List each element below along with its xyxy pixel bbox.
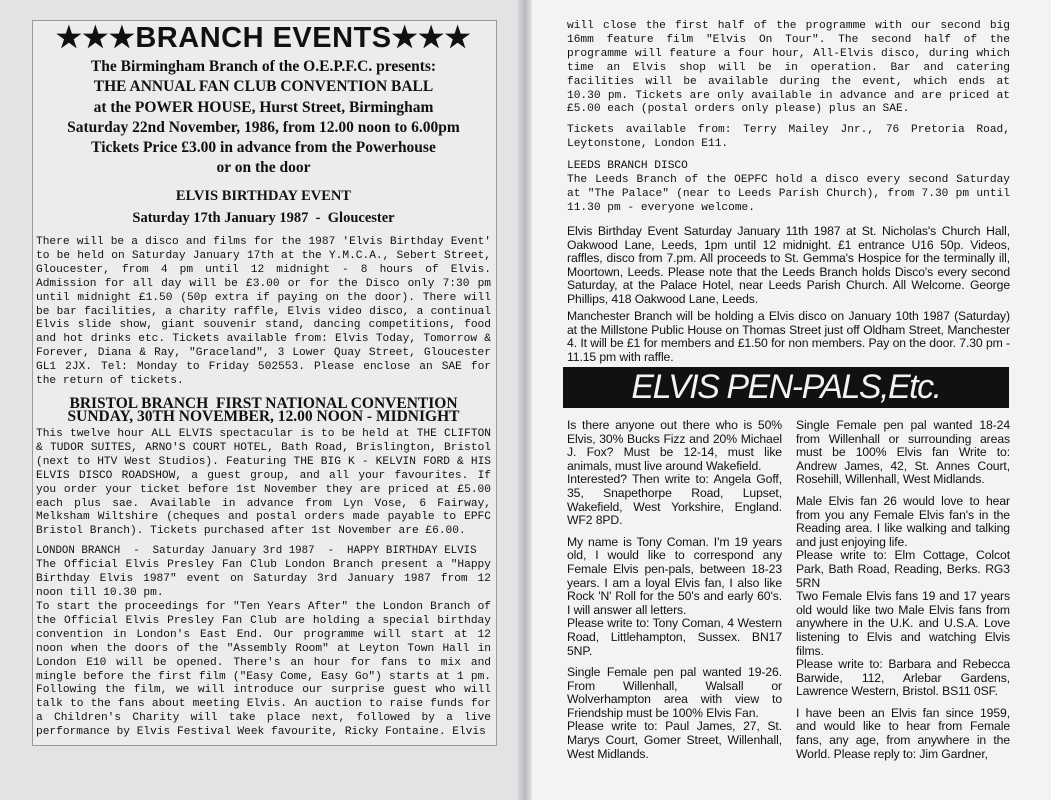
leeds-body: The Leeds Branch of the OEPFC hold a disco every second Saturday at "The Palace" (near to Leeds Parish Church), from 7.30 pm until 11.30 pm - everyone welcome. (567, 174, 1010, 214)
birthday-event-subheading: Saturday 17th January 1987 - Gloucester (132, 210, 395, 226)
bristol-body: This twelve hour ALL ELVIS spectacular is to be held at THE CLIFTON & TUDOR SUITES, ARNO'S COURT HOTEL, Bath Road, Brislington, Bristol (next to HTV West Studios). Featuring THE BIG K - KELVIN FORD & HIS ELVIS DISCO ROADSHOW, a guest group, and all your favourites. If you order your ticket before 1st November they are priced at £5.00 each plus sae. Available in advance from Lyn Vose, 6 Fairway, Melksham Wiltshire (cheques and postal orders made payable to EPFC Bristol Branch). Tickets purchased after 1st November are £6.00. (36, 428, 491, 538)
branch-events-title: ★★★BRANCH EVENTS★★★ (55, 22, 472, 54)
penpal-ad-contact: Please write to: Tony Coman, 4 Western Road, Littlehampton, Sussex. BN17 5NP. (567, 616, 782, 658)
convention-line: THE ANNUAL FAN CLUB CONVENTION BALL (93, 78, 434, 96)
penpal-ad: Is there anyone out there who is 50% Elvis, 30% Bucks Fizz and 20% Michael J. Fox? Must be 12-14, must like animals, must live around Wakefield. (567, 418, 782, 473)
penpal-ad-contact: Interested? Then write to: Angela Goff, 35, Snapethorpe Road, Lupset, Wakefield, West Yorkshire, England. WF2 8PD. (567, 472, 782, 528)
penpal-ad: Two Female Elvis fans 19 and 17 years old would like two Male Elvis fans from anywhere in the U.K. and U.S.A. Love listening to Elvis and watching Elvis films. (796, 589, 1010, 658)
penpal-ad: My name is Tony Coman. I'm 19 years old, I would like to correspond any Female Elvis pen-pals, between 18-23 years. I am a loyal Elvis fan, I also like Rock 'N' Roll for the 50's and early 60's. I will answer all letters. (567, 534, 782, 617)
convention-line: Tickets Price £3.00 in advance from the Powerhouse (91, 139, 436, 157)
page-gutter (518, 0, 532, 800)
bristol-heading: BRISTOL BRANCH FIRST NATIONAL CONVENTION (69, 395, 458, 412)
london-tickets: Tickets available from: Terry Mailey Jnr., 76 Pretoria Road, Leytonstone, London E11. (567, 124, 1010, 150)
convention-line: Saturday 22nd November, 1986, from 12.00 noon to 6.00pm (67, 118, 460, 136)
convention-line: or on the door (216, 159, 311, 177)
penpals-column-2 (796, 419, 1010, 769)
penpal-ad-contact: Please write to: Barbara and Rebecca Barwide, 112, Arlebar Gardens, Lawrence Western, Bristol. BS11 0SF. (796, 657, 1010, 699)
leeds-birthday-event: Elvis Birthday Event Saturday January 11th 1987 at St. Nicholas's Church Hall, Oakwood Lane, Leeds, 1pm until 12 midnight. £1 entrance U16 50p. Videos, raffles, disco from 7.pm. All proceeds to St. Gemma's Hospice for the terminally ill, Moortown, Leeds. Please note that the Leeds Branch holds Disco's every second Saturday, at the Palace Hotel, near Leeds Parish Church. All Welcome. George Phillips, 418 Oakwood Lane, Leeds. (567, 224, 1010, 306)
convention-line: at the POWER HOUSE, Hurst Street, Birmingham (93, 98, 434, 116)
convention-line: The Birmingham Branch of the O.E.P.F.C. presents: (90, 58, 437, 75)
convention-ball-notice (36, 57, 491, 179)
penpal-ad: Single Female pen pal wanted 18-24 from Willenhall or surrounding areas must be 100% Elvis fan Write to: Andrew James, 42, St. Annes Court, Rosehill, Willenhall, West Midlands. (796, 418, 1010, 487)
london-continued: will close the first half of the programme with our second big 16mm feature film "Elvis On Tour". The second half of the programme will feature a four hour, All-Elvis disco, during which time an Elvis shop will be in operation. Bar and catering facilities will be available during the event, which ends at 10.30 pm. Tickets are only available in advance and are priced at £5.00 each (postal orders only please) plus an SAE. (567, 20, 1010, 116)
london-body-intro: The Official Elvis Presley Fan Club London Branch present a "Happy Birthday Elvis 1987" event on Saturday 3rd January 1987 from 12 noon till 10.30 pm. (36, 559, 491, 599)
penpals-banner: ELVIS PEN-PALS,Etc. (563, 367, 1009, 408)
penpals-column-1 (567, 419, 782, 769)
penpal-ad: I have been an Elvis fan since 1959, and would like to hear from Female fans, any age, from anywhere in the World. Please reply to: Jim Gardner, (796, 705, 1010, 761)
london-heading: LONDON BRANCH - Saturday January 3rd 1987 - HAPPY BIRTHDAY ELVIS (36, 545, 477, 557)
penpal-ad: Single Female pen pal wanted 19-26. From Willenhall, Walsall or Wolverhampton area with view to Friendship must be 100% Elvis Fan. (567, 665, 782, 720)
penpal-ad-contact: Please write to: Paul James, 27, St. Marys Court, Gomer Street, Willenhall, West Midlands. (567, 719, 782, 761)
manchester-disco: Manchester Branch will be holding a Elvis disco on January 10th 1987 (Saturday) at the Millstone Public House on Thomas Street just off Oldham Street, Manchester 4. It will be £1 for members and £1.50 for non members. Pay on the door. 7.30 pm - 11.15 pm with raffle. (567, 309, 1010, 364)
leeds-heading: LEEDS BRANCH DISCO (567, 160, 688, 172)
london-body-programme: To start the proceedings for "Ten Years After" the London Branch of the Official Elvis Presley Fan Club are holding a special birthday convention in London's East End. Our programme will start at 12 noon when the doors of the "Assembly Room" at Leyton Town Hall in London E10 will be opened. There's an hour for fans to mix and mingle before the first film ("Easy Come, Easy Go") starts at 1 pm. Following the film, we will introduce our surprise guest who will talk to the fans about meeting Elvis. An auction to raise funds for a Children's Charity will take place next, followed by a live performance by Elvis Festival Week favourite, Ricky Fontaine. Elvis (36, 601, 491, 739)
birthday-event-body: There will be a disco and films for the 1987 'Elvis Birthday Event' to be held on Saturday January 17th at the Y.M.C.A., Sebert Street, Gloucester, from 4 pm until 12 midnight - 8 hours of Elvis. Admission for all day will be £3.00 or for the Disco only 7:30 pm until midnight £1.50 (50p extra if paying on the door). There will be bar facilities, a charity raffle, Elvis video disco, a continual Elvis slide show, giant souvenir stand, dancing competitions, food and hot drinks etc. Tickets available from: Elvis Today, Tomorrow & Forever, Diana & Ray, "Graceland", 3 Lower Quay Street, Gloucester GL1 2JX. Tel: Monday to Friday 502553. Please enclose an SAE for the return of tickets. (36, 236, 491, 388)
penpal-ad-contact: Please write to: Elm Cottage, Colcot Park, Bath Road, Reading, Berks. RG3 5RN (796, 548, 1010, 590)
penpal-ad: Male Elvis fan 26 would love to hear from you any Female Elvis fan's in the Reading area. I like walking and talking and just enjoying life. (796, 493, 1010, 549)
birthday-event-heading: ELVIS BIRTHDAY EVENT (175, 188, 352, 204)
bristol-subheading: SUNDAY, 30TH NOVEMBER, 12.00 NOON - MIDNIGHT (67, 408, 460, 425)
